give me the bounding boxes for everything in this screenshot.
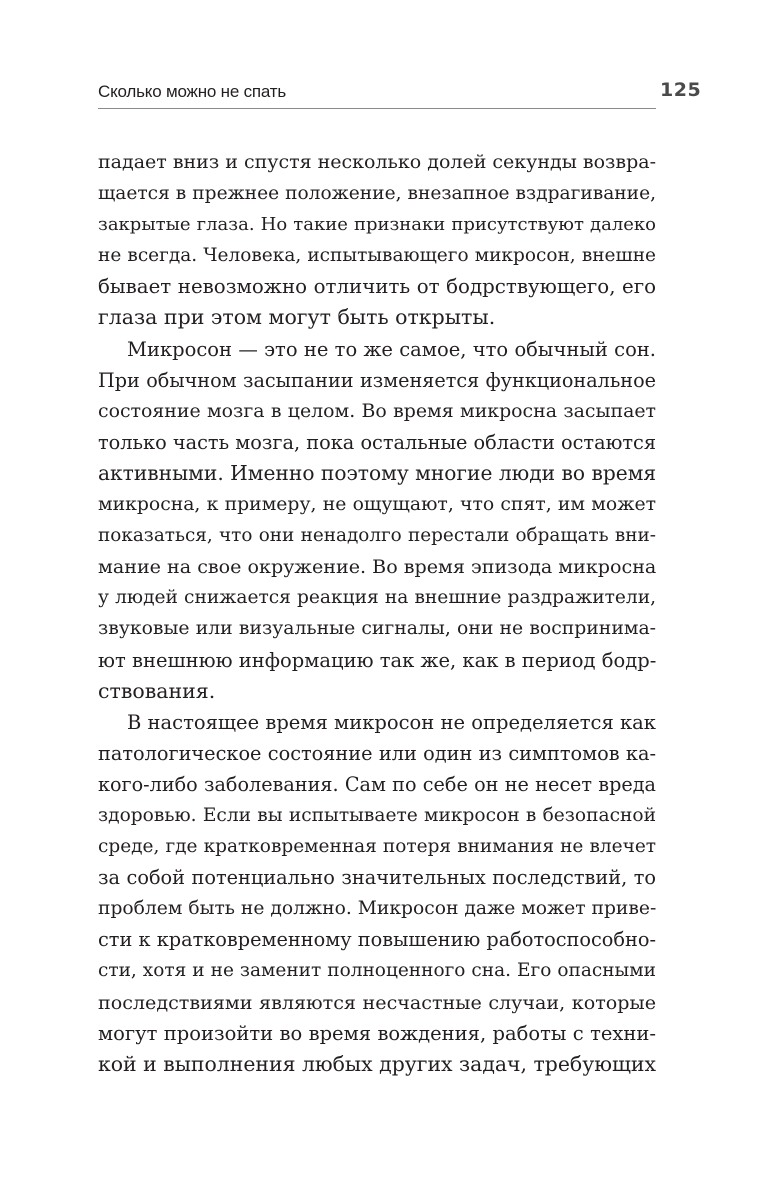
text-line: кого-либо заболевания. Сам по себе он не несет вреда bbox=[98, 772, 656, 796]
text-line: здоровью. Если вы испытываете микросон в безопасной bbox=[98, 804, 656, 826]
text-line: ют внешнюю информацию так же, как в период бодр- bbox=[98, 648, 657, 672]
text-line: не всегда. Человека, испытывающего микросон, внешне bbox=[98, 245, 656, 267]
text-line: сти к кратковременному повышению работоспособно- bbox=[98, 928, 656, 952]
text-line: сти, хотя и не заменит полноценного сна. Его опасными bbox=[98, 960, 656, 982]
text-line: мание на свое окружение. Во время эпизода микросна bbox=[98, 555, 657, 579]
text-line: В настоящее время микросон не определяется как bbox=[127, 710, 656, 734]
running-header bbox=[98, 78, 656, 109]
text-line: состояние мозга в целом. Во время микросна засыпает bbox=[98, 399, 656, 422]
text-line: ствования. bbox=[98, 678, 216, 703]
text-line: Микросон — это не то же самое, что обычный сон. bbox=[127, 337, 656, 361]
text-line: глаза при этом могут быть открыты. bbox=[98, 305, 496, 330]
text-line: за собой потенциально значительных последствий, то bbox=[98, 866, 656, 890]
text-line: могут произойти во время вождения, работы с техни- bbox=[98, 1021, 656, 1045]
chapter-title: Сколько можно не спать bbox=[98, 82, 287, 101]
text-line: микросна, к примеру, не ощущают, что спят, им может bbox=[98, 494, 656, 516]
text-line: активными. Именно поэтому многие люди во время bbox=[98, 460, 657, 485]
text-line: проблем быть не должно. Микросон даже может приве- bbox=[98, 898, 657, 920]
text-line: только часть мозга, пока остальные области остаются bbox=[98, 430, 656, 454]
text-line: у людей снижается реакция на внешние раздражители, bbox=[98, 587, 656, 609]
text-line: кой и выполнения любых других задач, требующих bbox=[98, 1051, 656, 1076]
text-line: звуковые или визуальные сигналы, они не воспринима- bbox=[98, 618, 656, 640]
text-line: щается в прежнее положение, внезапное вздрагивание, bbox=[98, 183, 656, 205]
text-line: показаться, что они ненадолго перестали обращать вни- bbox=[98, 525, 656, 547]
body-text bbox=[98, 147, 656, 1080]
text-line: При обычном засыпании изменяется функциональное bbox=[98, 368, 656, 392]
text-line: среде, где кратковременная потеря внимания не влечет bbox=[98, 836, 656, 858]
text-line: патологическое состояние или один из симптомов ка- bbox=[98, 741, 656, 765]
text-line: последствиями являются несчастные случаи, которые bbox=[98, 990, 656, 1014]
text-line: падает вниз и спустя несколько долей секунды возвра- bbox=[98, 151, 656, 173]
text-line: закрытые глаза. Но такие признаки присутствуют далеко bbox=[98, 214, 656, 236]
page-number: 125 bbox=[660, 79, 702, 101]
text-line: бывает невозможно отличить от бодрствующего, его bbox=[98, 275, 656, 299]
